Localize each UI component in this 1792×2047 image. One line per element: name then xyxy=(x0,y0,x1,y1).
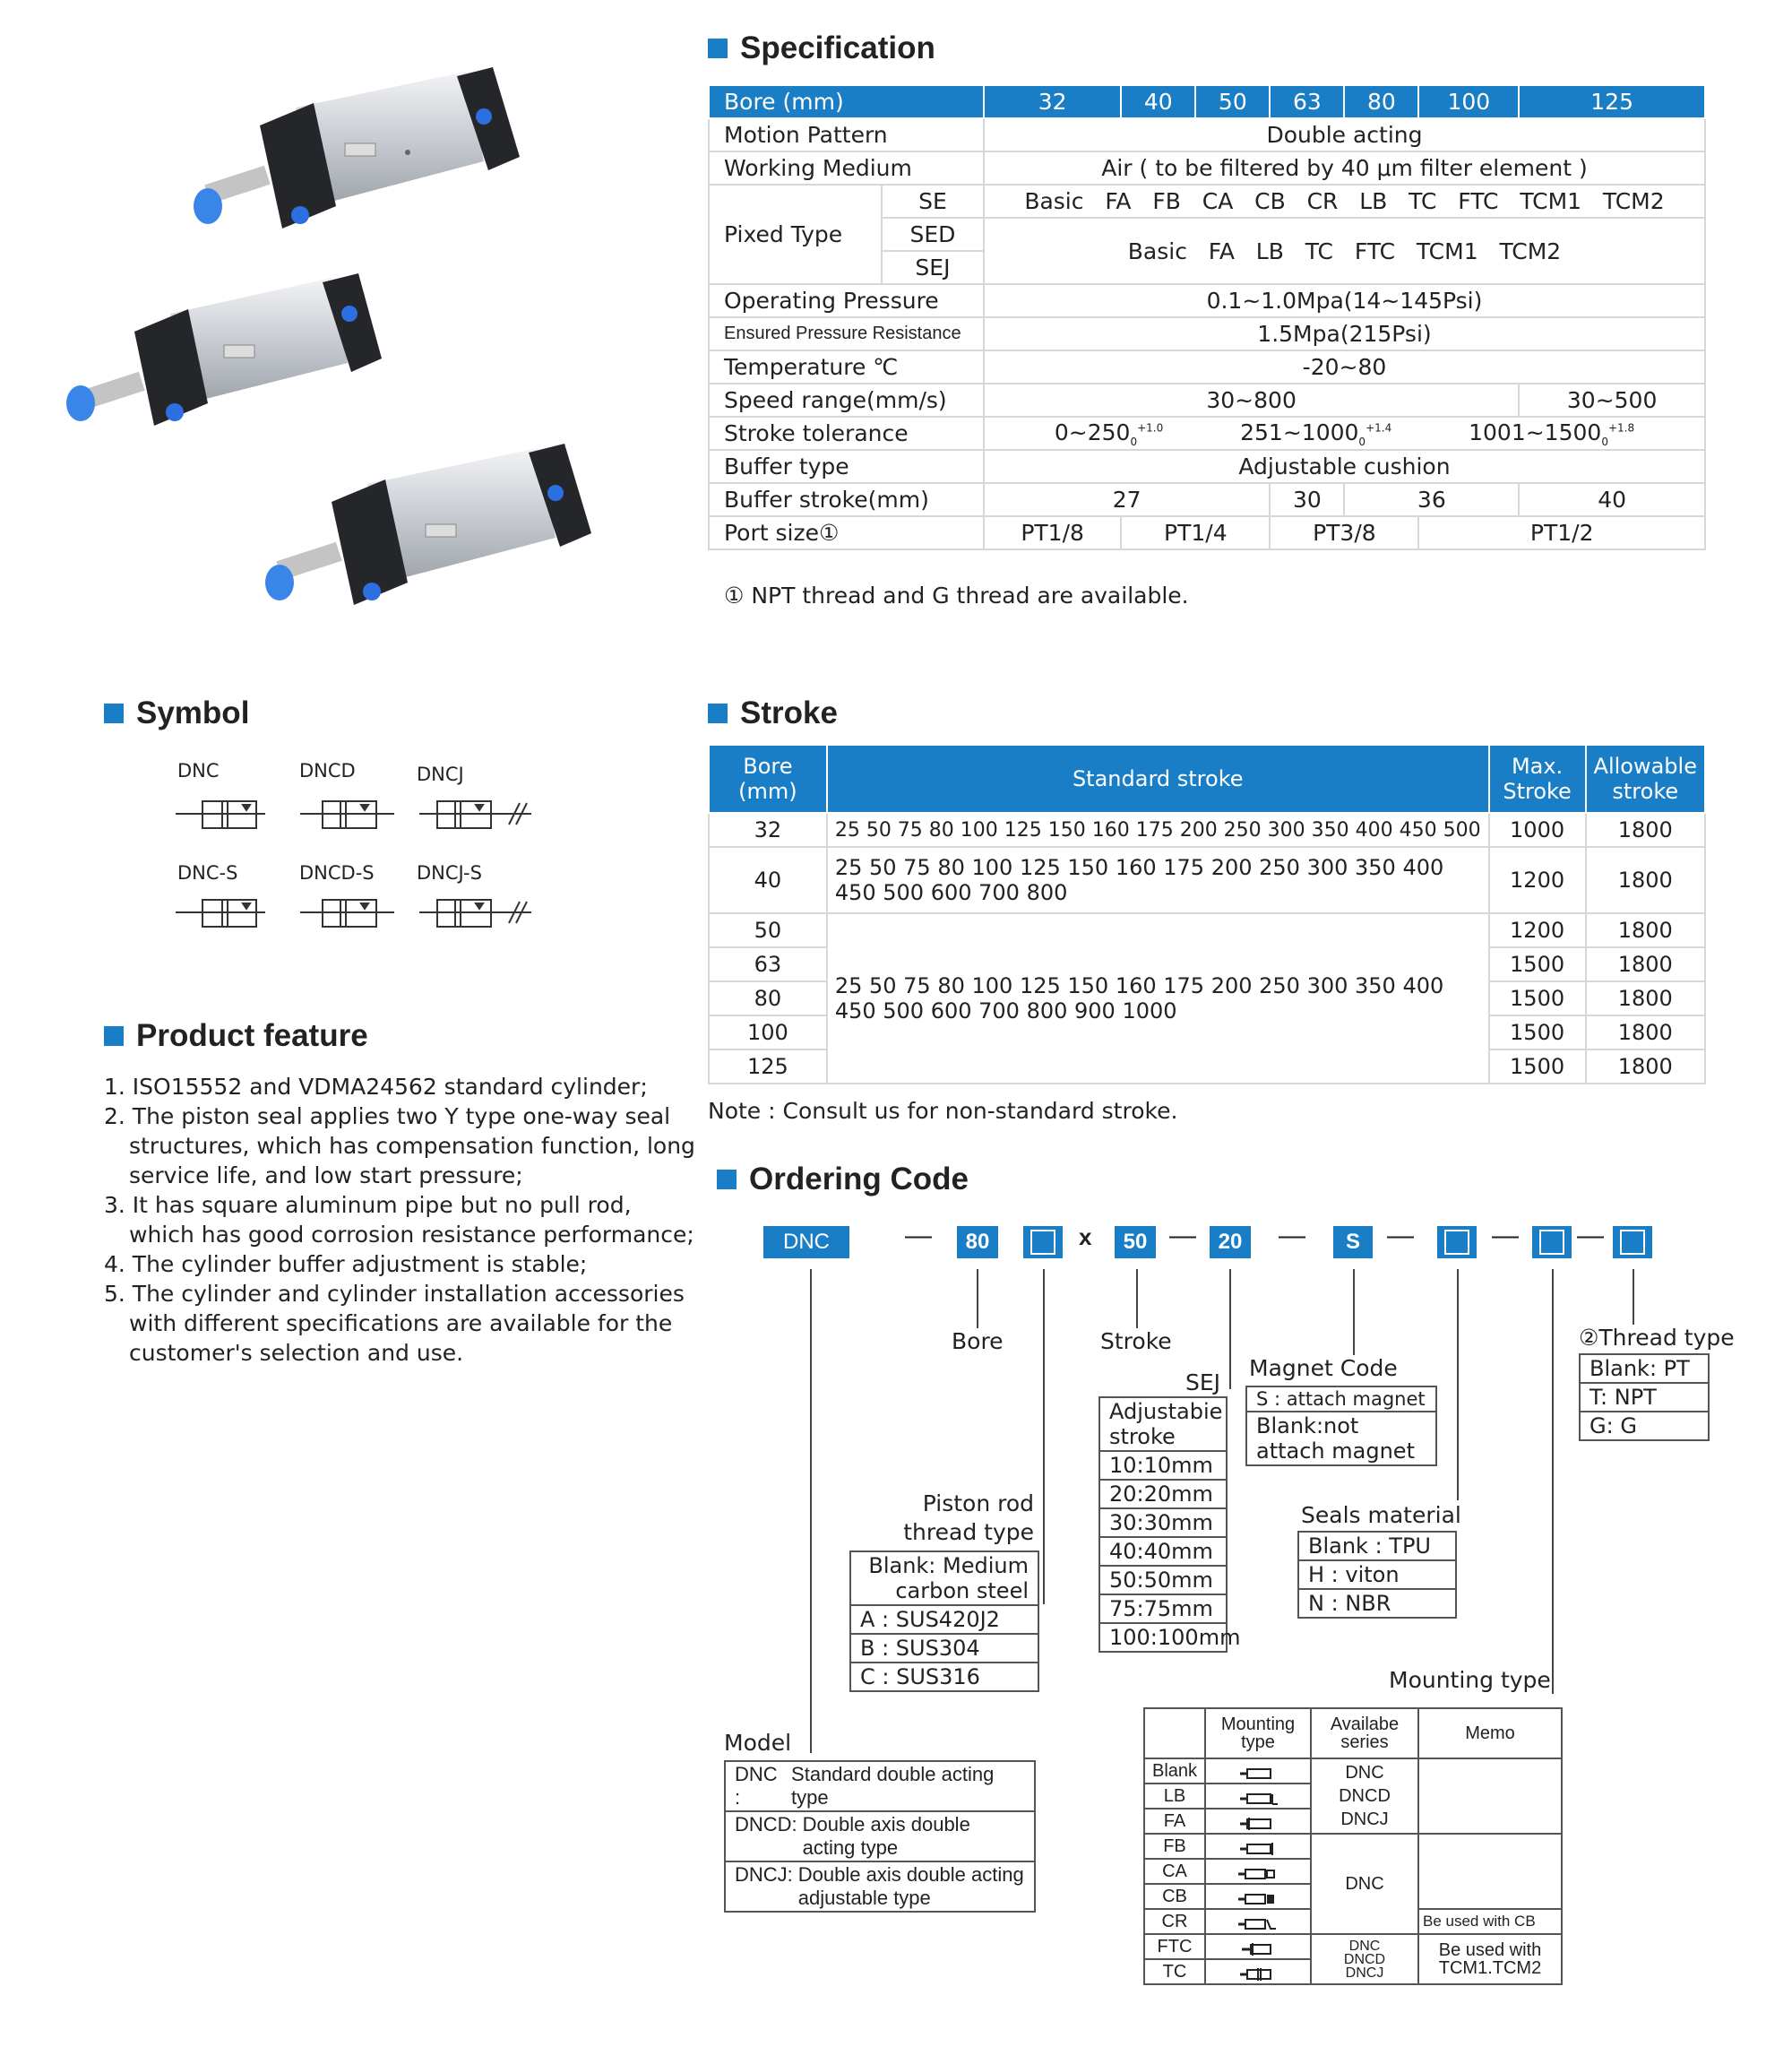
list-item: Blank: PT xyxy=(1581,1355,1708,1384)
magnet-label: Magnet Code xyxy=(1249,1355,1398,1381)
specification-table xyxy=(708,84,1706,550)
mounting-basic-icon xyxy=(1238,1765,1278,1777)
row-label: Buffer stroke(mm) xyxy=(709,483,984,516)
list-item: Adjustabie stroke xyxy=(1100,1398,1226,1452)
model-options xyxy=(724,1760,1036,1913)
list-item: DNC : Standard double acting type xyxy=(726,1762,1034,1812)
row-value: 30~800 xyxy=(984,384,1519,417)
code-stroke-box: 50 xyxy=(1115,1226,1156,1258)
table-row-allow: 1800 xyxy=(1586,847,1705,913)
row-label: Pixed Type xyxy=(709,185,882,284)
table-row-allow: 1800 xyxy=(1586,813,1705,847)
specification-footnote: ① NPT thread and G thread are available. xyxy=(724,583,1189,609)
connector-line xyxy=(1633,1269,1634,1325)
row-value: PT1/2 xyxy=(1418,516,1705,549)
symbol-label: DNCJ xyxy=(417,764,464,785)
list-item: 40:40mm xyxy=(1100,1538,1226,1567)
list-item: 30:30mm xyxy=(1100,1509,1226,1538)
row-value: PT3/8 xyxy=(1270,516,1418,549)
bore-label: Bore xyxy=(952,1328,1004,1354)
row-value: -20~80 xyxy=(984,350,1705,384)
mounting-row-code: FA xyxy=(1144,1809,1205,1834)
specification-title: Specification xyxy=(708,30,935,66)
connector-line xyxy=(1353,1269,1355,1355)
thread-options xyxy=(1579,1353,1710,1441)
list-item: S : attach magnet xyxy=(1247,1387,1435,1412)
row-value: 30~500 xyxy=(1519,384,1705,417)
list-item: 5. The cylinder and cylinder installation accessories with different specifications are available for the customer's selection and use. xyxy=(104,1281,685,1366)
bullet-square-icon xyxy=(708,39,728,58)
mounting-type-table xyxy=(1143,1707,1563,1985)
connector-line xyxy=(1457,1269,1459,1500)
bullet-square-icon xyxy=(708,704,728,723)
thread-label: ②Thread type xyxy=(1579,1325,1735,1351)
pneumatic-symbol-icons xyxy=(170,789,547,932)
mounting-fa-icon xyxy=(1238,1815,1278,1827)
row-value: 30 xyxy=(1270,483,1344,516)
list-item: 75:75mm xyxy=(1100,1595,1226,1624)
table-row-allow: 1800 xyxy=(1586,947,1705,981)
row-value: Basic FA LB TC FTC TCM1 TCM2 xyxy=(984,218,1705,284)
list-item: 10:10mm xyxy=(1100,1452,1226,1481)
sej-label: SEJ xyxy=(1185,1369,1221,1395)
list-item: 2. The piston seal applies two Y type one-way seal structures, which has compensation function, long service life, and low start pressure; xyxy=(104,1103,695,1188)
row-label: Ensured Pressure Resistance xyxy=(709,317,984,350)
list-item: Blank : TPU xyxy=(1299,1533,1455,1561)
code-piston-box xyxy=(1023,1226,1063,1258)
list-item: N : NBR xyxy=(1308,1591,1391,1616)
dash-separator: — xyxy=(1279,1221,1305,1250)
row-label: Working Medium xyxy=(709,151,984,185)
mounting-row-code: FTC xyxy=(1144,1934,1205,1959)
bore-cell: 50 xyxy=(1195,85,1270,118)
connector-line xyxy=(810,1269,812,1753)
stroke-header-bore: Bore (mm) xyxy=(709,745,827,813)
feature-list xyxy=(104,1072,695,1368)
seals-label: Seals material xyxy=(1301,1502,1461,1528)
mounting-row-code: Blank xyxy=(1144,1758,1205,1784)
stroke-table xyxy=(708,744,1706,1084)
stroke-label: Stroke xyxy=(1100,1328,1172,1354)
code-sej-box: 20 xyxy=(1210,1226,1251,1258)
table-row-standard: 25 50 75 80 100 125 150 160 175 200 250 300 350 400 450 500 600 700 800 900 1000 xyxy=(827,913,1489,1084)
stroke-note: Note : Consult us for non-standard stroke. xyxy=(708,1098,1178,1124)
list-item: A : SUS420J2 xyxy=(851,1606,1038,1635)
mounting-fb-icon xyxy=(1238,1840,1278,1853)
table-row-allow: 1800 xyxy=(1586,981,1705,1015)
list-item: DNCD: Double axis double acting type xyxy=(726,1812,1034,1862)
code-x: x xyxy=(1079,1223,1092,1250)
table-row-bore: 63 xyxy=(709,947,827,981)
symbol-label: DNCJ-S xyxy=(417,862,482,884)
seals-options xyxy=(1297,1531,1457,1619)
memo-cell: Be used with CB xyxy=(1418,1909,1562,1934)
mounting-label: Mounting type xyxy=(1389,1667,1551,1693)
fixed-type-name: SE xyxy=(882,185,984,218)
row-value: 27 xyxy=(984,483,1270,516)
bore-cell: 100 xyxy=(1418,85,1519,118)
bore-cell: 80 xyxy=(1344,85,1418,118)
table-row-max: 1200 xyxy=(1489,847,1586,913)
mounting-row-code: CB xyxy=(1144,1884,1205,1909)
mounting-row-code: CA xyxy=(1144,1859,1205,1884)
table-row-bore: 40 xyxy=(709,847,827,913)
row-label: Speed range(mm/s) xyxy=(709,384,984,417)
mounting-row-code: FB xyxy=(1144,1834,1205,1859)
ordering-code-title: Ordering Code xyxy=(717,1162,969,1197)
dash-separator: — xyxy=(1577,1221,1604,1250)
connector-line xyxy=(1229,1269,1231,1389)
dash-separator: — xyxy=(1492,1221,1519,1250)
code-mounting-box xyxy=(1532,1226,1572,1258)
bore-cell: 125 xyxy=(1519,85,1705,118)
table-row-allow: 1800 xyxy=(1586,1015,1705,1049)
row-value: PT1/8 xyxy=(984,516,1121,549)
bore-cell: 32 xyxy=(984,85,1121,118)
product-image xyxy=(54,63,645,636)
table-row-bore: 32 xyxy=(709,813,827,847)
symbol-title: Symbol xyxy=(104,695,249,731)
mounting-tc-icon xyxy=(1238,1965,1278,1978)
row-value: 36 xyxy=(1344,483,1519,516)
fixed-type-name: SEJ xyxy=(882,251,984,284)
row-value: Basic FA FB CA CB CR LB TC FTC TCM1 TCM2 xyxy=(984,185,1705,218)
product-feature-title: Product feature xyxy=(104,1018,368,1054)
list-item: 3. It has square aluminum pipe but no pull rod, which has good corrosion resistance performance; xyxy=(104,1192,694,1248)
table-row-allow: 1800 xyxy=(1586,1049,1705,1084)
row-label: Operating Pressure xyxy=(709,284,984,317)
mounting-lb-icon xyxy=(1238,1790,1278,1802)
code-magnet-box: S xyxy=(1333,1226,1373,1258)
table-row-bore: 125 xyxy=(709,1049,827,1084)
row-label: Port size① xyxy=(709,516,984,549)
connector-line xyxy=(1043,1269,1045,1604)
list-item: B : SUS304 xyxy=(851,1635,1038,1663)
table-row-max: 1500 xyxy=(1489,947,1586,981)
row-value: 40 xyxy=(1519,483,1705,516)
row-value: 1.5Mpa(215Psi) xyxy=(984,317,1705,350)
symbol-label: DNC-S xyxy=(177,862,238,884)
stroke-header-allow: Allowable stroke xyxy=(1586,745,1705,813)
row-label: Buffer type xyxy=(709,450,984,483)
bore-cell: 40 xyxy=(1121,85,1195,118)
magnet-options xyxy=(1245,1386,1437,1466)
table-row-allow: 1800 xyxy=(1586,913,1705,947)
mounting-ca-icon xyxy=(1238,1865,1278,1878)
table-row-bore: 80 xyxy=(709,981,827,1015)
dash-separator: — xyxy=(905,1221,932,1250)
table-row-max: 1200 xyxy=(1489,913,1586,947)
table-row-bore: 50 xyxy=(709,913,827,947)
dash-separator: — xyxy=(1169,1221,1196,1250)
symbol-label: DNCD xyxy=(299,760,356,782)
piston-options xyxy=(849,1550,1039,1692)
bore-header: Bore (mm) xyxy=(709,85,984,118)
list-item: H : viton xyxy=(1299,1561,1455,1590)
list-item: 20:20mm xyxy=(1100,1481,1226,1509)
sej-options xyxy=(1098,1396,1241,1653)
list-item: 1. ISO15552 and VDMA24562 standard cylinder; xyxy=(104,1074,648,1100)
table-row-max: 1000 xyxy=(1489,813,1586,847)
list-item: 4. The cylinder buffer adjustment is stable; xyxy=(104,1251,588,1277)
stroke-header-standard: Standard stroke xyxy=(827,745,1489,813)
row-value: Double acting xyxy=(984,118,1705,151)
memo-header: Memo xyxy=(1418,1708,1562,1758)
table-row-standard: 25 50 75 80 100 125 150 160 175 200 250 300 350 400 450 500 600 700 800 xyxy=(827,847,1489,913)
fixed-type-name: SED xyxy=(882,218,984,251)
row-value: 0.1~1.0Mpa(14~145Psi) xyxy=(984,284,1705,317)
row-label: Stroke tolerance xyxy=(709,417,984,450)
list-item: Blank: Medium carbon steel xyxy=(851,1552,1038,1606)
mounting-header: Mounting type xyxy=(1205,1708,1311,1758)
code-thread-box xyxy=(1613,1226,1652,1258)
bullet-square-icon xyxy=(717,1170,737,1189)
mounting-row-code: LB xyxy=(1144,1784,1205,1809)
list-item: Blank:not attach magnet xyxy=(1256,1413,1415,1464)
piston-label: Piston rod thread type xyxy=(903,1490,1034,1545)
table-row-standard: 25 50 75 80 100 125 150 160 175 200 250 300 350 400 450 500 xyxy=(827,813,1489,847)
table-row-max: 1500 xyxy=(1489,1049,1586,1084)
list-item: C : SUS316 xyxy=(860,1664,980,1689)
dash-separator: — xyxy=(1387,1221,1414,1250)
memo-cell: Be used with TCM1.TCM2 xyxy=(1418,1934,1562,1984)
table-row-bore: 100 xyxy=(709,1015,827,1049)
list-item: DNCJ: Double axis double acting adjustable type xyxy=(735,1863,1024,1909)
series-cell: DNC xyxy=(1311,1834,1418,1934)
table-row-max: 1500 xyxy=(1489,1015,1586,1049)
mounting-cr-icon xyxy=(1238,1915,1278,1928)
code-model-box: DNC xyxy=(763,1226,849,1258)
mounting-ftc-icon xyxy=(1238,1940,1278,1953)
list-item: G: G xyxy=(1590,1413,1637,1438)
stroke-tolerance-value: $0\sim 250_0^{+1.0}$ $251\sim 1000_0^{+1.4}$ $1001\sim 1500_0^{+1.8}$ xyxy=(984,417,1705,450)
table-row-max: 1500 xyxy=(1489,981,1586,1015)
row-value: PT1/4 xyxy=(1121,516,1270,549)
mounting-row-code: CR xyxy=(1144,1909,1205,1934)
code-seals-box xyxy=(1437,1226,1477,1258)
row-value: Air ( to be filtered by 40 μm filter element ) xyxy=(984,151,1705,185)
mounting-row-code: TC xyxy=(1144,1959,1205,1984)
bullet-square-icon xyxy=(104,704,124,723)
row-label: Temperature ℃ xyxy=(709,350,984,384)
mounting-cb-icon xyxy=(1238,1890,1278,1903)
stroke-title: Stroke xyxy=(708,695,838,731)
connector-line xyxy=(977,1269,978,1328)
list-item: 100:100mm xyxy=(1109,1625,1241,1650)
connector-line xyxy=(1552,1269,1554,1694)
list-item: T: NPT xyxy=(1581,1384,1708,1412)
code-bore-box: 80 xyxy=(957,1226,998,1258)
list-item: 50:50mm xyxy=(1100,1567,1226,1595)
series-cell: DNC DNCD DNCJ xyxy=(1311,1758,1418,1834)
stroke-header-max: Max. Stroke xyxy=(1489,745,1586,813)
row-label: Motion Pattern xyxy=(709,118,984,151)
symbol-label: DNCD-S xyxy=(299,862,375,884)
bullet-square-icon xyxy=(104,1026,124,1046)
series-cell: DNC DNCD DNCJ xyxy=(1311,1934,1418,1984)
row-value: Adjustable cushion xyxy=(984,450,1705,483)
symbol-label: DNC xyxy=(177,760,220,782)
series-header: Availabe series xyxy=(1311,1708,1418,1758)
model-label: Model xyxy=(724,1730,792,1756)
connector-line xyxy=(1136,1269,1138,1328)
bore-cell: 63 xyxy=(1270,85,1344,118)
